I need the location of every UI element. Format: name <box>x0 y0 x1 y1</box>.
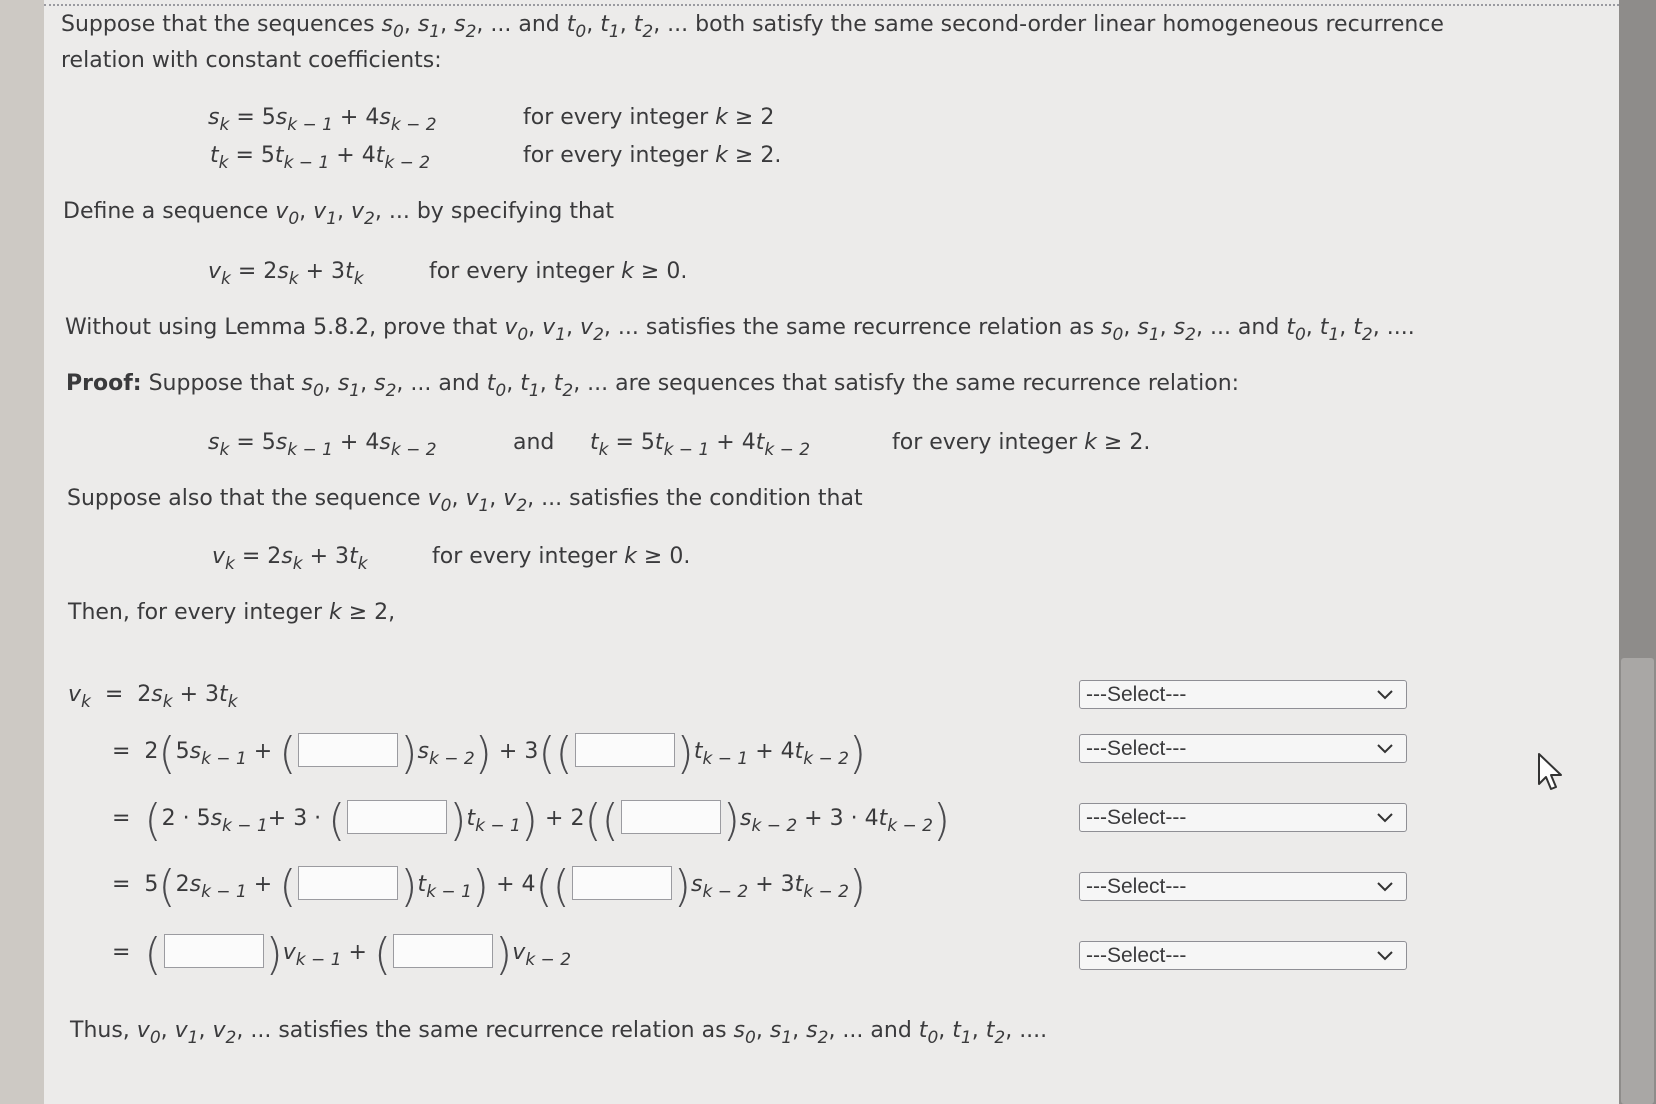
answer-box-4b[interactable] <box>393 934 493 968</box>
proof-recurrence-condition: for every integer k ≥ 2. <box>892 430 1151 455</box>
proof-and-word: and <box>513 430 555 455</box>
dotted-divider <box>44 4 1619 6</box>
reason-select-2[interactable]: ---Select--- <box>1079 734 1407 763</box>
define-vk: $v_k = 2s_k + 3t_k$ <box>208 259 364 289</box>
derivation-line-4: = ( )$v_{k - 1}$ + ( )$v_{k - 2}$ <box>112 929 572 980</box>
proof-vk-def: $v_k = 2s_k + 3t_k$ <box>212 544 368 574</box>
prove-statement: Without using Lemma 5.8.2, prove that $v_0$, $v_1$, $v_2$, ... satisfies the same recurrence relation as $s_0$, $s_1$, $s_2$, ... and $t_0$, $t_1$, $t_2$, .... <box>65 315 1415 345</box>
mouse-pointer-icon <box>1536 752 1566 794</box>
chevron-down-icon <box>1376 743 1394 755</box>
answer-box-1b[interactable] <box>575 733 675 767</box>
recurrence-s: $s_k = 5s_{k - 1} + 4s_{k - 2}$ <box>208 105 437 135</box>
chevron-down-icon <box>1376 881 1394 893</box>
chevron-down-icon <box>1376 689 1394 701</box>
derivation-line-2: = ($2 \cdot 5s_{k - 1}+ 3$ · ( )$t_{k - 1}) + 2$(( )$s_{k - 2} + 3 \cdot 4t_{k - 2}$) <box>112 795 951 846</box>
chevron-down-icon <box>1376 812 1394 824</box>
proof-recurrence-t: $t_k = 5t_{k - 1} + 4t_{k - 2}$ <box>590 430 811 460</box>
proof-vk-condition: for every integer k ≥ 0. <box>432 544 691 569</box>
reason-select-5[interactable]: ---Select--- <box>1079 941 1407 970</box>
reason-select-4[interactable]: ---Select--- <box>1079 872 1407 901</box>
reason-select-3[interactable]: ---Select--- <box>1079 803 1407 832</box>
recurrence-s-condition: for every integer k ≥ 2 <box>523 105 775 130</box>
answer-box-3b[interactable] <box>572 866 672 900</box>
reason-select-1[interactable]: ---Select--- <box>1079 680 1407 709</box>
proof-intro: Proof: Suppose that $s_0$, $s_1$, $s_2$, ... and $t_0$, $t_1$, $t_2$, ... are sequences that satisfy the same recurrence relation: <box>66 371 1240 401</box>
proof-label: Proof: <box>66 371 142 396</box>
scrollbar-thumb[interactable] <box>1621 658 1654 1104</box>
chevron-down-icon <box>1376 950 1394 962</box>
derivation-line-3: = $5(2s_{k - 1}$ + ( )$t_{k - 1}) + 4$(( )$s_{k - 2} + 3t_{k - 2}$) <box>112 861 867 912</box>
derivation-line-1: = $2(5s_{k - 1}$ + ( )$s_{k - 2}) + 3$(( )$t_{k - 1} + 4t_{k - 2}$) <box>112 728 867 779</box>
answer-box-4a[interactable] <box>164 934 264 968</box>
define-text: Define a sequence $v_0$, $v_1$, $v_2$, ... by specifying that <box>63 199 615 229</box>
answer-box-2a[interactable] <box>347 800 447 834</box>
intro-line-1: Suppose that the sequences $s_0$, $s_1$, $s_2$, ... and $t_0$, $t_1$, $t_2$, ... both satisfy the same second-order linear homogeneous recurrence <box>61 12 1444 42</box>
intro-line-2: relation with constant coefficients: <box>61 48 442 73</box>
answer-box-3a[interactable] <box>298 866 398 900</box>
proof-suppose-also: Suppose also that the sequence $v_0$, $v_1$, $v_2$, ... satisfies the condition that <box>67 486 863 516</box>
proof-recurrence-s: $s_k = 5s_{k - 1} + 4s_{k - 2}$ <box>208 430 437 460</box>
proof-conclusion: Thus, $v_0$, $v_1$, $v_2$, ... satisfies the same recurrence relation as $s_0$, $s_1$, $s_2$, ... and $t_0$, $t_1$, $t_2$, .... <box>70 1018 1048 1048</box>
define-vk-condition: for every integer k ≥ 0. <box>429 259 688 284</box>
proof-then: Then, for every integer k ≥ 2, <box>68 600 396 625</box>
answer-box-2b[interactable] <box>621 800 721 834</box>
derivation-line-0: $v_k = 2s_k + 3t_k$ <box>68 682 238 712</box>
recurrence-t-condition: for every integer k ≥ 2. <box>523 143 782 168</box>
answer-box-1a[interactable] <box>298 733 398 767</box>
recurrence-t: $t_k = 5t_{k - 1} + 4t_{k - 2}$ <box>210 143 431 173</box>
